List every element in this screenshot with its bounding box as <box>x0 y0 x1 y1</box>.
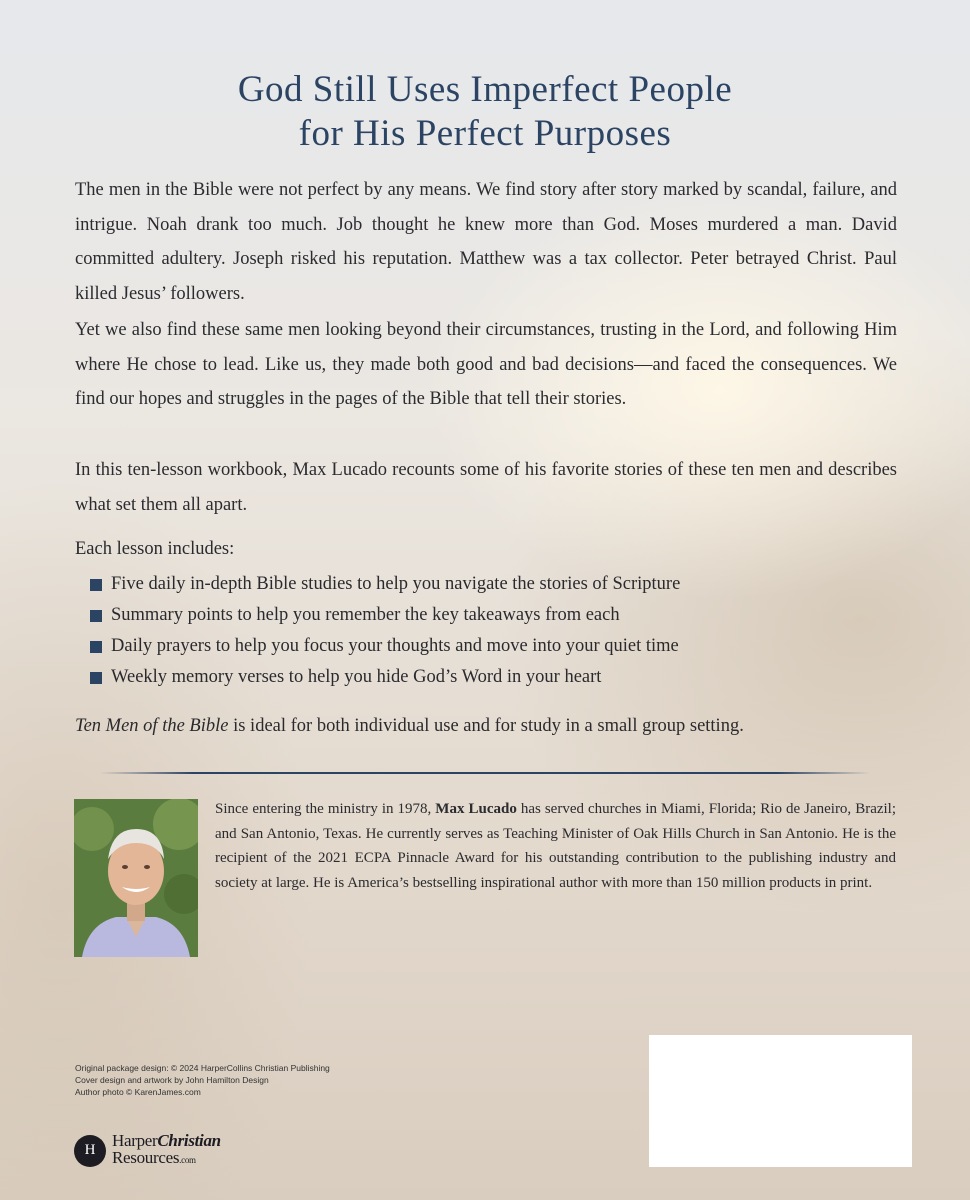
list-item-text: Summary points to help you remember the key takeaways from each <box>111 605 620 625</box>
publisher-christian: Christian <box>157 1131 221 1150</box>
design-credits <box>75 1062 330 1098</box>
list-item-text: Five daily in-depth Bible studies to help you navigate the stories of Scripture <box>111 574 681 594</box>
square-bullet-icon <box>90 610 102 622</box>
body-paragraph-1: The men in the Bible were not perfect by any means. We find story after story marked by scandal, failure, and intrigue. Noah drank too much. Job thought he knew more than God. Moses murdered a man. David committed adultery. Joseph risked his reputation. Matthew was a tax collector. Peter betrayed Christ. Paul killed Jesus’ followers. <box>75 180 897 304</box>
publisher-mark-icon: H <box>74 1135 106 1167</box>
list-intro: Each lesson includes: <box>75 539 235 559</box>
lesson-features-list <box>90 569 680 693</box>
author-portrait-illustration <box>74 799 198 957</box>
list-item <box>90 662 680 693</box>
publisher-wordmark <box>112 1132 221 1169</box>
bio-rest: has served churches in Miami, Florida; Rio de Janeiro, Brazil; and San Antonio, Texas. He currently serves as Teaching Minister of Oak Hills Church in San Antonio. He is the recipient of the 2021 ECPA Pinnacle Award for his outstanding contribution to the publishing industry and society at large. He is America’s bestselling inspirational author with more than 150 million products in print. <box>215 801 897 891</box>
headline-line-2: for His Perfect Purposes <box>298 113 672 154</box>
credit-line: Original package design: © 2024 HarperCollins Christian Publishing <box>75 1063 330 1073</box>
square-bullet-icon <box>90 672 102 684</box>
publisher-resources: Resources <box>112 1148 180 1167</box>
square-bullet-icon <box>90 641 102 653</box>
publisher-harper: Harper <box>112 1131 158 1150</box>
square-bullet-icon <box>90 579 102 591</box>
credit-line: Cover design and artwork by John Hamilton Design <box>75 1075 269 1085</box>
publisher-logo <box>74 1132 221 1169</box>
author-photo <box>74 799 198 957</box>
list-item-text: Daily prayers to help you focus your thoughts and move into your quiet time <box>111 636 679 656</box>
bio-intro: Since entering the ministry in 1978, <box>215 801 436 817</box>
list-item <box>90 569 680 600</box>
closing-sentence <box>75 711 744 741</box>
list-item <box>90 600 680 631</box>
closing-text: is ideal for both individual use and for study in a small group setting. <box>228 716 744 736</box>
list-item <box>90 631 680 662</box>
publisher-domain: .com <box>179 1155 196 1165</box>
author-name: Max Lucado <box>435 801 517 817</box>
body-paragraph-3: In this ten-lesson workbook, Max Lucado recounts some of his favorite stories of these ten men and describes what set them all apart. <box>75 460 897 515</box>
body-paragraph-2: Yet we also find these same men looking beyond their circumstances, trusting in the Lord, and following Him where He chose to lead. Like us, they made both good and bad decisions—and faced the consequences. We find our hopes and struggles in the pages of the Bible that tell their stories. <box>75 320 897 409</box>
barcode-placeholder <box>649 1035 912 1167</box>
headline-line-1: God Still Uses Imperfect People <box>237 69 733 110</box>
list-item-text: Weekly memory verses to help you hide God’s Word in your heart <box>111 667 602 687</box>
credit-line: Author photo © KarenJames.com <box>75 1087 201 1097</box>
book-title: Ten Men of the Bible <box>75 716 229 736</box>
headline <box>0 68 970 156</box>
author-bio <box>215 797 896 895</box>
section-divider <box>100 772 870 774</box>
